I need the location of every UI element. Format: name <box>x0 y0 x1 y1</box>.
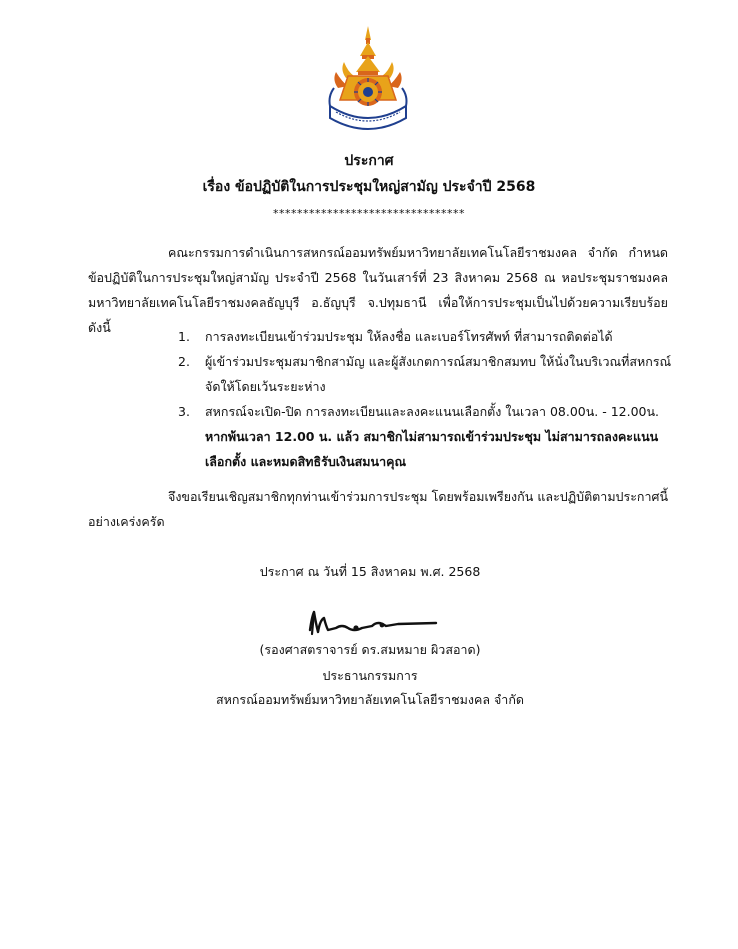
signer-title: ประธานกรรมการ <box>322 668 418 683</box>
item-number: 3. <box>178 404 190 419</box>
university-emblem-icon <box>326 26 410 138</box>
list-item <box>178 399 676 474</box>
item-text: การลงทะเบียนเข้าร่วมประชุม ให้ลงชื่อ และเบอร์โทรศัพท์ ที่สามารถติดต่อได้ <box>205 329 613 344</box>
signature-image <box>302 606 442 636</box>
closing-paragraph <box>88 484 668 534</box>
intro-text: คณะกรรมการดำเนินการสหกรณ์ออมทรัพย์มหาวิทยาลัยเทคโนโลยีราชมงคล จำกัด กำหนดข้อปฏิบัติในการประชุมใหญ่สามัญ ประจำปี 2568 ในวันเสาร์ที่ 23 สิงหาคม 2568 ณ หอประชุมราชมงคล มหาวิทยาลัยเทคโนโลยีราชมงคลธัญบุรี อ.ธัญบุรี จ.ปทุมธานี เพื่อให้การประชุมเป็นไปด้วยความเรียบร้อย ดังนี้ <box>88 245 668 335</box>
announcement-subject: เรื่อง ข้อปฏิบัติในการประชุมใหญ่สามัญ ประจำปี 2568 <box>202 179 536 195</box>
item-text: สหกรณ์จะเปิด-ปิด การลงทะเบียนและลงคะแนนเลือกตั้ง ในเวลา 08.00น. - 12.00น. <box>205 404 660 419</box>
separator: ******************************** <box>273 207 465 220</box>
rules-list <box>178 324 676 474</box>
announcement-heading: ประกาศ <box>344 153 394 169</box>
item-number: 2. <box>178 354 190 369</box>
item-text: ผู้เข้าร่วมประชุมสมาชิกสามัญ และผู้สังเกตการณ์สมาชิกสมทบ ให้นั่งในบริเวณที่สหกรณ์จัดให้โดยเว้นระยะห่าง <box>205 354 672 394</box>
item-number: 1. <box>178 329 190 344</box>
closing-text: จึงขอเรียนเชิญสมาชิกทุกท่านเข้าร่วมการประชุม โดยพร้อมเพรียงกัน และปฏิบัติตามประกาศนี้อย่างเคร่งครัด <box>88 489 668 529</box>
list-item <box>178 349 676 399</box>
announcement-date: ประกาศ ณ วันที่ 15 สิงหาคม พ.ศ. 2568 <box>259 564 481 579</box>
list-item <box>178 324 676 349</box>
signer-organization: สหกรณ์ออมทรัพย์มหาวิทยาลัยเทคโนโลยีราชมงคล จำกัด <box>215 692 525 707</box>
item-warning-text: หากพ้นเวลา 12.00 น. แล้ว สมาชิกไม่สามารถเข้าร่วมประชุม ไม่สามารถลงคะแนนเลือกตั้ง และหมดสิทธิรับเงินสมนาคุณ <box>205 429 659 469</box>
signer-name: (รองศาสตราจารย์ ดร.สมหมาย ผิวสอาด) <box>259 642 481 657</box>
